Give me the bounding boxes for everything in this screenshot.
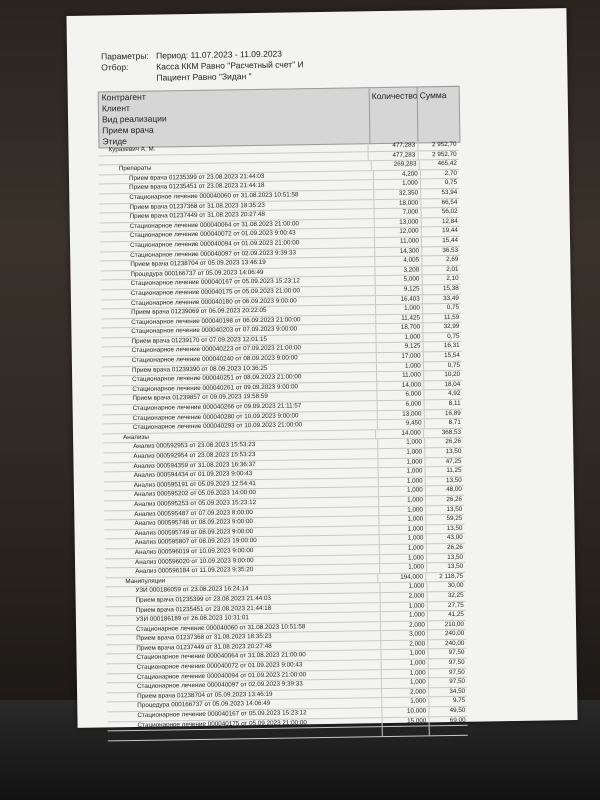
- row-sum: 0,75: [420, 179, 459, 188]
- row-sum: 59,25: [425, 515, 464, 524]
- row-quantity: 5,000: [375, 276, 422, 285]
- row-sum: 19,44: [421, 227, 460, 236]
- row-quantity: 194,000: [377, 573, 425, 582]
- row-name: Стационарное лечение 000040198 от 06.09.2023 21:00:00: [131, 316, 301, 326]
- row-name: Стационарное лечение 000040280 от 10.09.2023 9:00:00: [132, 412, 299, 422]
- row-sum: 97,50: [427, 659, 466, 668]
- header-group-4: Прием врача: [102, 124, 154, 136]
- row-quantity: 1,000: [376, 333, 423, 342]
- row-name: Манипуляции: [125, 577, 166, 585]
- row-quantity: 7,000: [374, 209, 421, 218]
- row-name: Стационарное лечение 000040097 от 02.09.2023 9:39:33: [136, 680, 303, 691]
- row-sum: 13,50: [425, 505, 464, 514]
- row-name: Прием врача 01235451 от 23.08.2023 21:44:18: [135, 604, 272, 614]
- row-name: Анализ 000594434 от 01.09.2023 9:00:43: [133, 470, 253, 480]
- filter-label: Отбор:: [101, 62, 129, 73]
- row-sum: 97,50: [428, 678, 467, 687]
- row-quantity: 4,005: [375, 257, 422, 266]
- period-text: Период: 11.07.2023 - 11.09.2023: [155, 48, 283, 61]
- row-sum: 26,26: [426, 544, 465, 553]
- header-group-3: Вид реализации: [101, 113, 167, 125]
- row-name: Анализы: [123, 433, 149, 441]
- row-name: Прием врача 01237368 от 31.08.2023 18:35:23: [129, 201, 265, 211]
- row-name: Стационарное лечение 000040203 от 07.09.2023 9:00:00: [131, 325, 298, 336]
- row-name: Стационарное лечение 000040167 от 05.09.2023 15:23:12: [130, 277, 300, 288]
- row-quantity: 1,000: [378, 468, 425, 477]
- row-sum: 0,75: [422, 333, 461, 342]
- row-quantity: 14,000: [375, 429, 423, 438]
- row-name: Прием врача 01235451 от 23.08.2023 21:44:18: [129, 182, 265, 192]
- row-name: Стационарное лечение 000040175 от 05.09.2023 21:00:00: [130, 287, 301, 297]
- row-quantity: 9,450: [377, 420, 424, 429]
- row-quantity: 1,000: [375, 305, 422, 314]
- row-name: Анализ 000594359 от 31.08.2023 16:36:37: [133, 460, 256, 470]
- row-quantity: 13,000: [374, 218, 421, 227]
- row-name: Прием врача 01238704 от 05.09.2023 13:46:19: [130, 258, 266, 269]
- row-sum: 56,02: [420, 208, 459, 217]
- row-sum: 36,53: [421, 246, 460, 255]
- header-group-2: Клиент: [101, 102, 130, 114]
- row-sum: 34,50: [428, 688, 467, 697]
- row-name: Стационарное лечение 000040167 от 05.09.2023 15:23:12: [137, 709, 307, 719]
- row-sum: 2 952,70: [417, 141, 459, 150]
- row-name: Анализ 000595487 от 07.09.2023 8:00:00: [134, 508, 253, 518]
- row-name: Стационарное лечение 000040060 от 31.08.2023 10:51:58: [136, 622, 306, 633]
- row-name: Стационарное лечение 000040072 от 01.09.2023 9:00:43: [136, 661, 303, 672]
- row-name: Анализ 000595807 от 08.09.2023 19:00:00: [134, 537, 257, 547]
- row-quantity: 1,000: [381, 650, 428, 659]
- row-sum: 43,00: [425, 534, 464, 543]
- row-name: Процедура 000166737 от 05.09.2023 14:06:49: [130, 268, 264, 278]
- row-name: Стационарное лечение 000040094 от 01.09.2023 21:00:00: [136, 670, 307, 681]
- row-quantity: 1,000: [380, 611, 427, 620]
- row-quantity: 1,000: [378, 448, 425, 457]
- row-sum: 240,00: [427, 630, 466, 639]
- row-sum: 11,25: [424, 467, 463, 476]
- row-sum: 33,49: [422, 294, 461, 303]
- row-quantity: 6,000: [377, 400, 424, 409]
- row-quantity: 15,000: [382, 717, 429, 726]
- row-quantity: 2,000: [380, 592, 427, 601]
- row-name: Стационарное лечение 000040097 от 02.09.2023 9:39:33: [130, 248, 296, 259]
- row-sum: 2,69: [421, 256, 460, 265]
- row-quantity: 1,000: [379, 525, 426, 534]
- row-sum: 66,54: [420, 198, 459, 207]
- row-name: Стационарное лечение 000040223 от 07.09.2023 21:00:00: [131, 344, 301, 355]
- row-sum: 53,94: [420, 189, 459, 198]
- row-name: Стационарное лечение 000040072 от 01.09.2023 9:00:43: [129, 229, 296, 240]
- row-quantity: 1,000: [381, 659, 428, 668]
- row-sum: 240,00: [427, 640, 466, 649]
- row-name: Стационарное лечение 000040175 от 05.09.2023 21:00:00: [137, 718, 307, 729]
- row-quantity: 269,283: [371, 161, 419, 170]
- row-sum: 2,70: [420, 170, 459, 179]
- row-quantity: 2,000: [381, 688, 428, 697]
- row-sum: 0,75: [422, 304, 461, 313]
- row-quantity: 1,000: [380, 602, 427, 611]
- header-group-1: Контрагент: [101, 91, 146, 103]
- row-quantity: 10,000: [382, 707, 429, 716]
- row-name: Стационарное лечение 000040293 от 10.09.2023 21:00:00: [132, 421, 303, 432]
- row-name: Стационарное лечение 000040266 от 09.09.2023 21:11:57: [132, 402, 302, 413]
- row-sum: 26,26: [424, 438, 463, 447]
- filter-line-2: Пациент Равно "Зидан ": [156, 71, 252, 83]
- report-parameters: [101, 47, 356, 84]
- row-sum: 10,20: [423, 371, 462, 380]
- row-name: Анализ 000592954 от 23.08.2023 15:53:23: [133, 451, 256, 460]
- row-sum: 32,99: [422, 323, 461, 332]
- row-sum: 8,71: [424, 419, 463, 428]
- row-sum: 13,50: [426, 563, 465, 572]
- row-quantity: 1,000: [379, 535, 426, 544]
- filter-line-1: Касса ККМ Равно "Расчетный счет" И: [156, 59, 304, 72]
- row-quantity: 15,000: [382, 727, 429, 736]
- row-name: Стационарное лечение 000040064 от 31.08.2023 21:00:00: [136, 651, 306, 662]
- row-quantity: 6,000: [377, 391, 424, 400]
- row-sum: 2,10: [421, 275, 460, 284]
- row-sum: 48,00: [425, 486, 464, 495]
- row-name: Анализ 000595202 от 05.09.2023 14:00:00: [133, 489, 257, 499]
- row-quantity: 1,000: [378, 458, 425, 467]
- row-name: Анализ 000596184 от 11.09.2023 9:35:20: [135, 566, 254, 576]
- row-quantity: 1,000: [379, 554, 426, 563]
- row-sum: 2,01: [421, 266, 460, 275]
- row-quantity: 11,000: [376, 372, 423, 381]
- row-sum: 16,89: [423, 409, 462, 418]
- row-quantity: 32,350: [374, 189, 421, 198]
- row-quantity: 13,000: [377, 410, 424, 419]
- row-sum: 41,25: [427, 611, 466, 620]
- row-name: Прием врача 01239069 от 06.09.2023 20:22:05: [131, 306, 267, 317]
- row-name: Стационарное лечение 000040240 от 08.09.2023 9:00:00: [131, 354, 298, 365]
- row-sum: 0,75: [423, 361, 462, 370]
- row-sum: 16,31: [422, 342, 461, 351]
- row-quantity: 477,283: [368, 141, 417, 150]
- row-sum: 47,25: [424, 457, 463, 466]
- table-body: [98, 141, 467, 741]
- row-name: Стационарное лечение 000040060 от 31.08.2023 10:51:58: [129, 191, 299, 201]
- row-quantity: 3,200: [375, 266, 422, 275]
- row-sum: 15,38: [422, 285, 461, 294]
- row-quantity: 9,125: [376, 343, 423, 352]
- row-quantity: 16,403: [375, 295, 422, 304]
- row-sum: 18,04: [423, 381, 462, 390]
- row-quantity: 2,000: [380, 621, 427, 630]
- row-quantity: 477,283: [368, 151, 417, 160]
- row-quantity: 1,000: [379, 506, 426, 515]
- row-name: Прием врача 01237368 от 31.08.2023 18:35:23: [136, 633, 272, 643]
- row-quantity: 1,000: [382, 698, 429, 707]
- row-name: Анализ 000596019 от 10.09.2023 9:00:00: [134, 547, 254, 556]
- table-header: [98, 86, 461, 149]
- row-name: Прием врача 01237449 от 31.08.2023 20:27:48: [129, 211, 266, 221]
- row-sum: 67,50: [428, 726, 467, 735]
- row-sum: 26,26: [425, 496, 464, 505]
- row-sum: 465,42: [418, 160, 458, 169]
- row-quantity: 9,125: [375, 285, 422, 294]
- header-quantity: Количество: [369, 87, 418, 143]
- row-name: Анализ 000595191 от 05.09.2023 12:54:41: [133, 479, 256, 489]
- row-name: Прием врача 01239857 от 09.09.2023 19:58:59: [132, 393, 268, 403]
- row-name: Прием врача 01235399 от 23.08.2023 21:44:03: [128, 172, 265, 182]
- row-sum: 2 118,75: [425, 572, 465, 581]
- row-quantity: 1,000: [378, 477, 425, 486]
- row-sum: 4,92: [423, 390, 462, 399]
- header-sum: Сумма: [417, 87, 460, 143]
- row-name: Стационарное лечение 000040094 от 01.09.2023 21:00:00: [129, 239, 300, 249]
- row-sum: 32,25: [426, 592, 465, 601]
- row-sum: 12,84: [420, 218, 459, 227]
- row-quantity: 1,000: [381, 679, 428, 688]
- row-sum: 97,50: [428, 668, 467, 677]
- row-name: Процедура 000166737 от 05.09.2023 14:06:49: [137, 700, 271, 710]
- row-name: Стационарное лечение 000040180 от 06.09.2023 9:00:00: [137, 728, 304, 739]
- row-sum: 11,59: [422, 313, 461, 322]
- row-sum: 9,75: [428, 697, 467, 706]
- row-quantity: 18,000: [374, 199, 421, 208]
- row-quantity: 11,000: [374, 237, 421, 246]
- row-quantity: 17,000: [376, 352, 423, 361]
- row-quantity: 18,700: [376, 324, 423, 333]
- row-sum: 13,50: [425, 477, 464, 486]
- row-name: Анализ 000596020 от 10.09.2023 9:00:00: [134, 556, 254, 566]
- row-sum: 368,53: [423, 429, 463, 438]
- row-name: Прием врача 01235399 от 23.08.2023 21:44:03: [135, 594, 272, 604]
- report-sheet: [66, 8, 577, 739]
- row-name: Стационарное лечение 000040064 от 31.08.2023 21:00:00: [129, 220, 300, 230]
- row-sum: 97,50: [427, 649, 466, 658]
- row-sum: 13,50: [426, 553, 465, 562]
- row-quantity: 12,000: [374, 228, 421, 237]
- row-name: Препараты: [118, 164, 152, 173]
- row-sum: 27,75: [426, 601, 465, 610]
- row-name: Стационарное лечение 000040261 от 09.09.2023 9:00:00: [132, 383, 299, 393]
- row-sum: 13,50: [424, 448, 463, 457]
- row-name: УЗИ 000186059 от 23.08.2023 16:24:14: [135, 585, 249, 595]
- row-quantity: 1,000: [373, 180, 420, 189]
- row-quantity: 1,000: [381, 669, 428, 678]
- row-quantity: 1,000: [379, 516, 426, 525]
- row-sum: 8,11: [423, 400, 462, 409]
- row-sum: 15,54: [423, 352, 462, 361]
- row-name: Анализ 000595749 от 08.09.2023 9:00:00: [134, 527, 254, 537]
- row-quantity: 1,000: [378, 487, 425, 496]
- row-quantity: 14,000: [377, 381, 424, 390]
- row-sum: 30,00: [426, 582, 465, 591]
- row-sum: 49,50: [428, 707, 467, 716]
- row-quantity: 4,200: [373, 170, 420, 179]
- params-label: Параметры:: [101, 50, 149, 62]
- row-quantity: 1,000: [376, 362, 423, 371]
- row-name: Прием врача 01237449 от 31.08.2023 20:27:48: [136, 642, 272, 652]
- row-quantity: 2,000: [381, 640, 428, 649]
- row-sum: 15,44: [421, 237, 460, 246]
- row-quantity: 14,300: [374, 247, 421, 256]
- row-name: Прием врача 01239170 от 07.09.2023 12:01:15: [131, 335, 268, 345]
- row-name: Стационарное лечение 000040180 от 06.09.2023 9:00:00: [130, 296, 297, 307]
- row-sum: 13,50: [425, 525, 464, 534]
- row-quantity: 1,000: [379, 544, 426, 553]
- row-quantity: 1,000: [378, 496, 425, 505]
- row-name: Анализ 000595253 от 05.09.2023 15:23:12: [134, 499, 257, 508]
- row-name: УЗИ 000186189 от 26.08.2023 10:31:01: [135, 614, 249, 624]
- row-quantity: 3,000: [381, 631, 428, 640]
- row-name: Прием врача 01238704 от 05.09.2023 13:46:19: [137, 690, 273, 700]
- row-name: Прием врача 01239390 от 08.09.2023 10:36:25: [131, 364, 268, 374]
- row-quantity: 1,000: [379, 564, 426, 573]
- row-quantity: 11,425: [376, 314, 423, 323]
- row-name: Курахевич А. М.: [108, 145, 156, 154]
- row-name: Стационарное лечение 000040251 от 08.09.2023 21:00:00: [132, 373, 302, 384]
- row-name: Анализ 000592953 от 23.08.2023 15:53:23: [133, 441, 256, 451]
- row-sum: 2 952,70: [417, 150, 459, 159]
- row-sum: 210,00: [427, 620, 466, 629]
- row-sum: 69,00: [428, 716, 467, 725]
- row-quantity: 1,000: [377, 439, 424, 448]
- row-name: Анализ 000595748 от 08.09.2023 9:00:00: [134, 518, 254, 528]
- header-group-5: Этиде: [102, 136, 127, 147]
- row-quantity: 1,000: [380, 583, 427, 592]
